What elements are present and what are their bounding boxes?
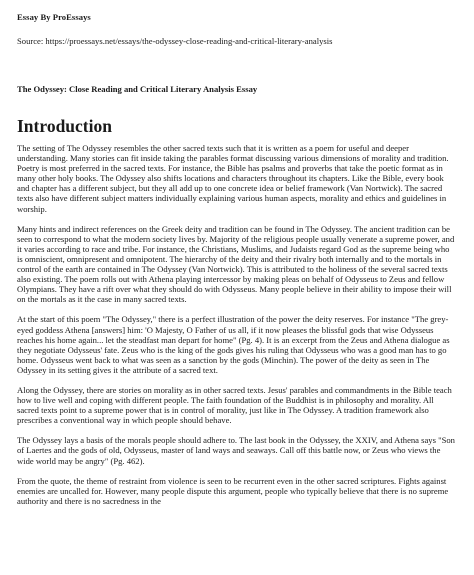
paragraph: From the quote, the theme of restraint from violence is seen to be recurrent even in the other sacred scriptures. Fights against enemies are uncalled for. However, many people dispute this argument, people who typically believe that there is no supreme authority and there is no sacredness in the xyxy=(17,475,449,506)
paragraph: Many hints and indirect references on the Greek deity and tradition can be found in The Odyssey. The ancient tradition can be seen to correspond to what the modern society lives by. Majority of the religious people usually venerate a supreme power, and it varies according to race and tribe. For instance, the Christians, Muslims, and Judaists regard God as the supreme being who is omniscient, omnipresent and omnipotent. The hierarchy of the deity and their rivalry both internally and to the mortals in control of the earth are contained in The Odyssey (Van Nortwick). This is attributed to the holiness of the several sacred texts also existing. The poem rolls out with Athena playing intercessor by making pleas on behalf of Odysseus to Zeus and fellow Olympians. They have a rift over what they should do with Odysseus. Many people believe in their ability to impose their will on the mortals as it the case in many sacred texts. xyxy=(17,223,455,305)
paragraph: At the start of this poem "The Odyssey," there is a perfect illustration of the power the deity reserves. For instance "The grey-eyed goddess Athena [answers] him: 'O Majesty, O Father of us all, if it now pleases the blissful gods that wise Odysseus reaches his home again... let the steadfast man depart for home" (Pg. 4). It is an excerpt from the Zeus and Athena dialogue as they negotiate Odysseus' fate. Zeus who is the king of the gods gives his ruling that Odysseus who was a good man has to go home. Odysseus went back to what was seen as a sanction by the gods (Minchin). The power of the deity as seen in The Odyssey in its setting gives it the attribute of a sacred text. xyxy=(17,314,450,375)
section-heading: Introduction xyxy=(17,116,112,136)
paragraph: Along the Odyssey, there are stories on morality as in other sacred texts. Jesus' parables and commandments in the Bible teach how to live well and coping with different people. The faith foundation of the Buddhist is in philosophy and morality. All sacred texts point to a supreme power that is in control of morality, just like in The Odyssey. A tradition framework also prescribes a conventional way in which people should behave. xyxy=(17,384,452,426)
paragraph: The setting of The Odyssey resembles the other sacred texts such that it is written as a poem for useful and deeper understanding. Many stories can fit inside taking the parables format discussing various dimensions of morality and tradition. Poetry is most preferred in the sacred texts. For instance, the Bible has psalms and proverbs that take the poetic format as in many other holy books. The Odyssey also shifts locations and characters throughout its chapters. Like the Bible, every book and chapter has a different subject, but they all add up to one concrete idea or belief framework (Van Nortwick). The sacred texts also have different subject matters individually explaining various human aspects, morality and ethics and guidelines in worship. xyxy=(17,143,449,214)
byline: Essay By ProEssays xyxy=(17,12,91,22)
source-line: Source: https://proessays.net/essays/the-odyssey-close-reading-and-critical-literary-analysis xyxy=(17,36,333,46)
essay-body xyxy=(17,143,457,516)
paragraph: The Odyssey lays a basis of the morals people should adhere to. The last book in the Odyssey, the XXIV, and Athena says "Son of Laertes and the gods of old, Odysseus, master of land ways and seaways. Call off this battle now, or Zeus who views the wide world may be angry" (Pg. 462). xyxy=(17,435,455,466)
document-title: The Odyssey: Close Reading and Critical Literary Analysis Essay xyxy=(17,84,258,94)
